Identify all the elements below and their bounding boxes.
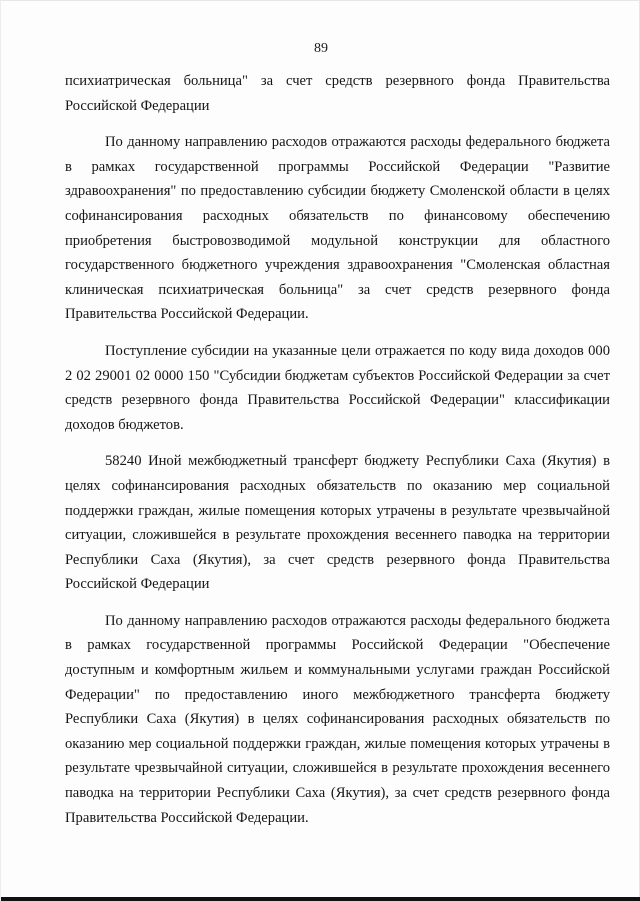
- document-body: [65, 69, 610, 830]
- paragraph-expense-direction-smolensk: По данному направлению расходов отражаются расходы федерального бюджета в рамках государственной программы Российской Федерации "Развитие здравоохранения" по предоставлению субсидии бюджету Смоленской области в целях софинансирования расходных обязательств по финансовому обеспечению приобретения быстровозводимой модульной конструкции для областного государственного бюджетного учреждения здравоохранения "Смоленская областная клиническая психиатрическая больница" за счет средств резервного фонда Правительства Российской Федерации.: [65, 134, 610, 323]
- paragraph-income-code: Поступление субсидии на указанные цели отражается по коду вида доходов 000 2 02 29001 02 0000 150 "Субсидии бюджетам субъектов Российской Федерации за счет средств резервного фонда Правительства Российской Федерации" классификации доходов бюджетов.: [65, 342, 610, 433]
- paragraph-expense-direction-yakutia: По данному направлению расходов отражаются расходы федерального бюджета в рамках государственной программы Российской Федерации "Обеспечение доступным и комфортным жильем и коммунальными услугами граждан Российской Федерации" по предоставлению иного межбюджетного трансферта бюджету Республики Саха (Якутия) в целях софинансирования расходных обязательств по оказанию мер социальной поддержки граждан, жилые помещения которых утрачены в результате чрезвычайной ситуации, сложившейся в результате прохождения весеннего паводка на территории Республики Саха (Якутия), за счет средств резервного фонда Правительства Российской Федерации.: [65, 612, 610, 826]
- paragraph-continuation: психиатрическая больница" за счет средств резервного фонда Правительства Российской Федерации: [65, 73, 610, 114]
- page-bottom-edge: [1, 897, 640, 901]
- paragraph-article-58240: 58240 Иной межбюджетный трансферт бюджету Республики Саха (Якутия) в целях софинансирования расходных обязательств по оказанию мер социальной поддержки граждан, жилые помещения которых утрачены в результате чрезвычайной ситуации, сложившейся в результате прохождения весеннего паводка на территории Республики Саха (Якутия), за счет средств резервного фонда Правительства Российской Федерации: [65, 453, 610, 593]
- page-number: 89: [314, 41, 328, 56]
